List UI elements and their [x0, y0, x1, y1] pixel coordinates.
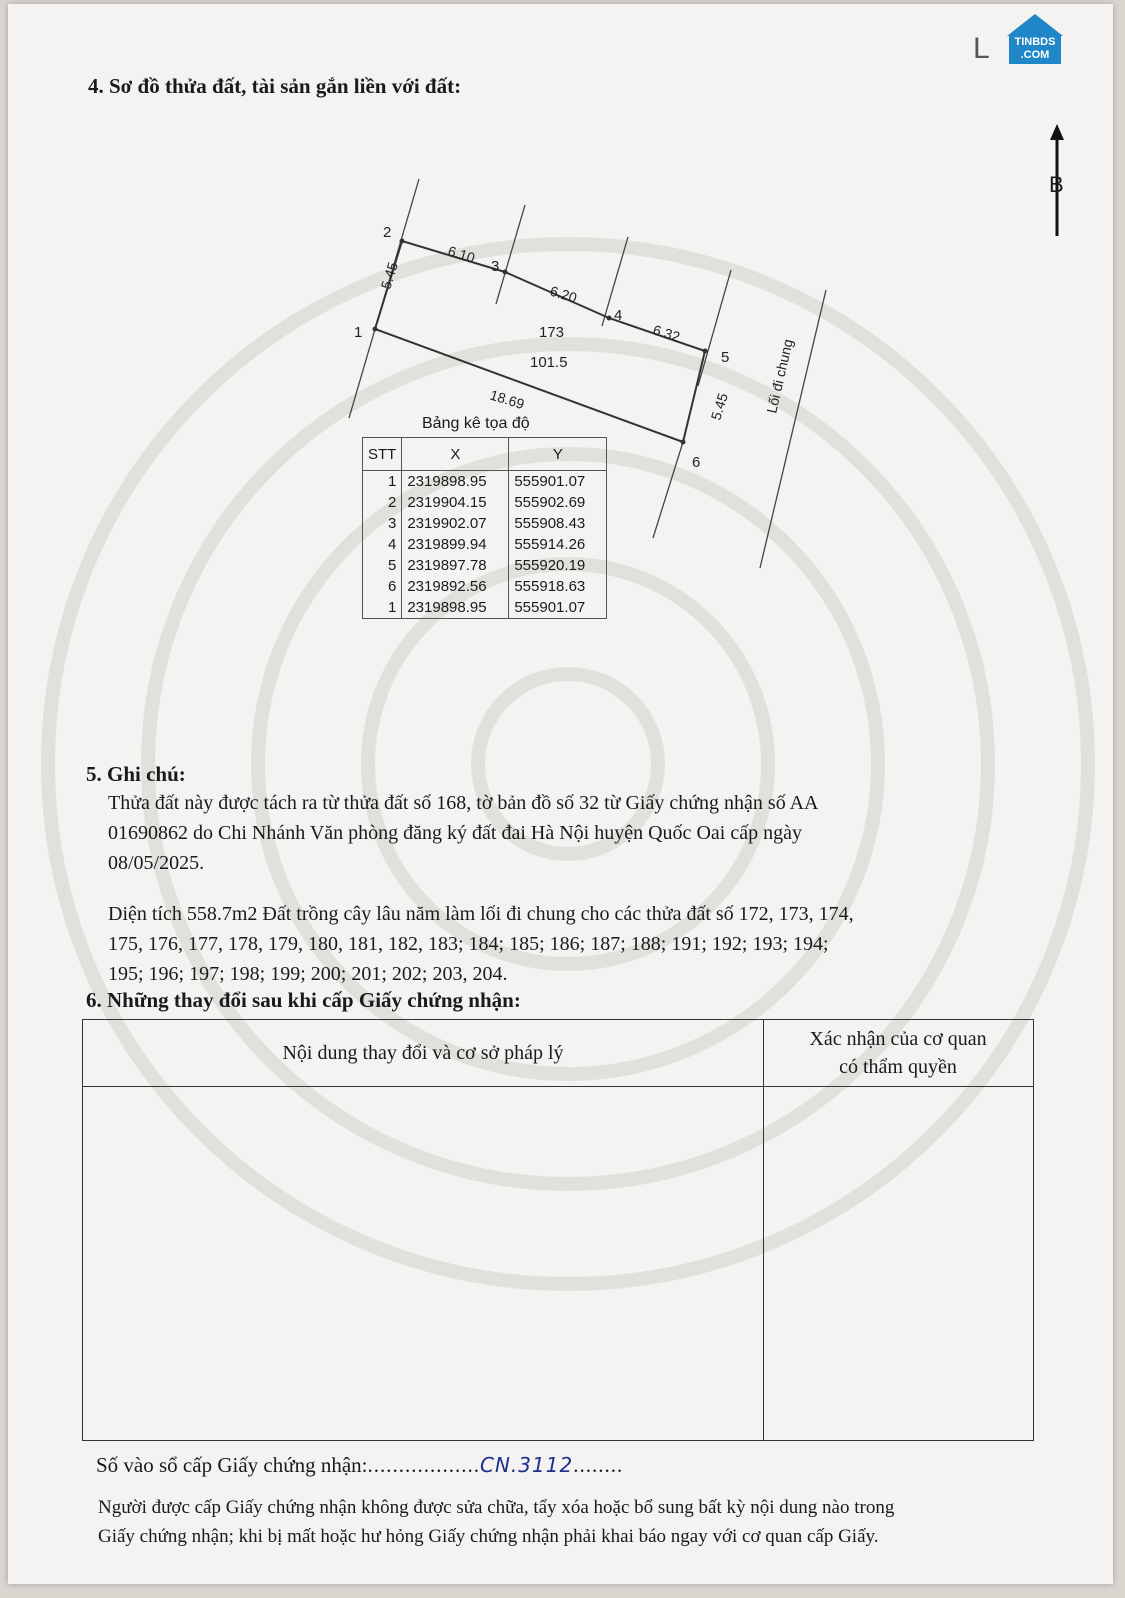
cell-y: 555918.63 — [509, 576, 607, 597]
registry-number: CN.3112 — [480, 1453, 574, 1477]
point-label-6: 6 — [692, 454, 701, 471]
table-row — [363, 513, 607, 534]
boundary-line — [653, 442, 683, 538]
confirmation-header-line: có thẩm quyền — [839, 1056, 957, 1078]
vertex-dot — [703, 349, 708, 354]
cell-x: 2319898.95 — [402, 597, 509, 619]
vertex-dot — [681, 440, 686, 445]
vertex-dot — [373, 327, 378, 332]
table-row — [363, 555, 607, 576]
road-label: Lối đi chung — [763, 337, 796, 415]
note-paragraph-1 — [108, 788, 819, 878]
table-row — [363, 576, 607, 597]
cell-x: 2319899.94 — [402, 534, 509, 555]
parcel-area: 101.5 — [530, 354, 568, 371]
cell-stt: 1 — [363, 597, 402, 619]
confirmation-column-header — [763, 1020, 1033, 1086]
cell-x: 2319897.78 — [402, 555, 509, 576]
edge-length-4-5: 6.32 — [651, 321, 682, 345]
coordinate-table — [362, 437, 607, 619]
header-x: X — [402, 438, 509, 471]
point-label-1: 1 — [354, 324, 363, 341]
cell-y: 555902.69 — [509, 492, 607, 513]
coordinate-table-title: Bảng kê tọa độ — [422, 415, 530, 432]
certificate-page — [8, 4, 1113, 1584]
edge-length-2-3: 6.10 — [446, 242, 477, 266]
logo-letter: L — [973, 32, 990, 65]
note-paragraph-2 — [108, 899, 854, 989]
logo-name: TINBDS — [1014, 36, 1056, 48]
table-row — [363, 597, 607, 619]
note-line: Diện tích 558.7m2 Đất trồng cây lâu năm làm lối đi chung cho các thửa đất số 172, 173, 174, — [108, 903, 854, 925]
boundary-line — [496, 205, 525, 304]
point-label-5: 5 — [721, 349, 730, 366]
edge-length-3-4: 6.20 — [548, 282, 579, 306]
cell-stt: 5 — [363, 555, 402, 576]
registry-dots: .................. — [367, 1453, 480, 1477]
vertex-dot — [503, 270, 508, 275]
table-row — [363, 534, 607, 555]
boundary-line — [698, 270, 731, 386]
cell-stt: 6 — [363, 576, 402, 597]
cell-stt: 2 — [363, 492, 402, 513]
registry-entry — [96, 1453, 623, 1478]
point-label-3: 3 — [491, 258, 500, 275]
parcel-outline — [375, 241, 705, 442]
cell-y: 555901.07 — [509, 597, 607, 619]
changes-column-header: Nội dung thay đổi và cơ sở pháp lý — [282, 1041, 564, 1064]
edge-length-1-2: 5.45 — [377, 260, 401, 291]
cell-x: 2319904.15 — [402, 492, 509, 513]
table-row — [363, 492, 607, 513]
parcel-number: 173 — [539, 324, 565, 341]
vertex-dot — [607, 316, 612, 321]
note-line: 175, 176, 177, 178, 179, 180, 181, 182, 183; 184; 185; 186; 187; 188; 191; 192; 193; 194; — [108, 933, 829, 955]
section4-title: 4. Sơ đồ thửa đất, tài sản gắn liền với đất: — [88, 74, 462, 98]
cell-x: 2319902.07 — [402, 513, 509, 534]
road-edge-line — [760, 290, 826, 568]
vertex-dot — [400, 239, 405, 244]
logo-domain: .COM — [1020, 49, 1050, 61]
table-divider — [83, 1086, 1033, 1087]
point-label-2: 2 — [383, 224, 392, 241]
footer-line: Người được cấp Giấy chứng nhận không được sửa chữa, tẩy xóa hoặc bổ sung bất kỳ nội dung nào trong — [98, 1497, 895, 1518]
footer-notice — [98, 1493, 894, 1551]
registry-label: Số vào sổ cấp Giấy chứng nhận: — [96, 1453, 368, 1477]
confirmation-header-line: Xác nhận của cơ quan — [809, 1028, 987, 1050]
cell-y: 555914.26 — [509, 534, 607, 555]
cell-y: 555901.07 — [509, 471, 607, 493]
cell-x: 2319898.95 — [402, 471, 509, 493]
header-y: Y — [509, 438, 607, 471]
section6-title: 6. Những thay đổi sau khi cấp Giấy chứng nhận: — [86, 988, 521, 1012]
table-header-row — [363, 438, 607, 471]
point-label-4: 4 — [614, 307, 623, 324]
section5-title: 5. Ghi chú: — [86, 762, 186, 786]
cell-stt: 3 — [363, 513, 402, 534]
registry-dots: ........ — [573, 1453, 624, 1477]
cell-stt: 4 — [363, 534, 402, 555]
edge-length-6-1: 18.69 — [488, 386, 527, 413]
cell-y: 555920.19 — [509, 555, 607, 576]
north-label: B — [1049, 172, 1064, 197]
note-line: 195; 196; 197; 198; 199; 200; 201; 202; 203, 204. — [108, 963, 508, 985]
header-stt: STT — [363, 438, 402, 471]
footer-line: Giấy chứng nhận; khi bị mất hoặc hư hỏng Giấy chứng nhận phải khai báo ngay với cơ quan cấp Giấy. — [98, 1526, 879, 1547]
table-row — [363, 471, 607, 493]
note-line: Thửa đất này được tách ra từ thửa đất số 168, tờ bản đồ số 32 từ Giấy chứng nhận số AA — [108, 792, 819, 814]
changes-table — [82, 1019, 1034, 1441]
cell-stt: 1 — [363, 471, 402, 493]
cell-y: 555908.43 — [509, 513, 607, 534]
note-line: 01690862 do Chi Nhánh Văn phòng đăng ký đất đai Hà Nội huyện Quốc Oai cấp ngày — [108, 822, 802, 844]
cell-x: 2319892.56 — [402, 576, 509, 597]
edge-length-5-6: 5.45 — [707, 391, 731, 422]
note-line: 08/05/2025. — [108, 852, 205, 874]
